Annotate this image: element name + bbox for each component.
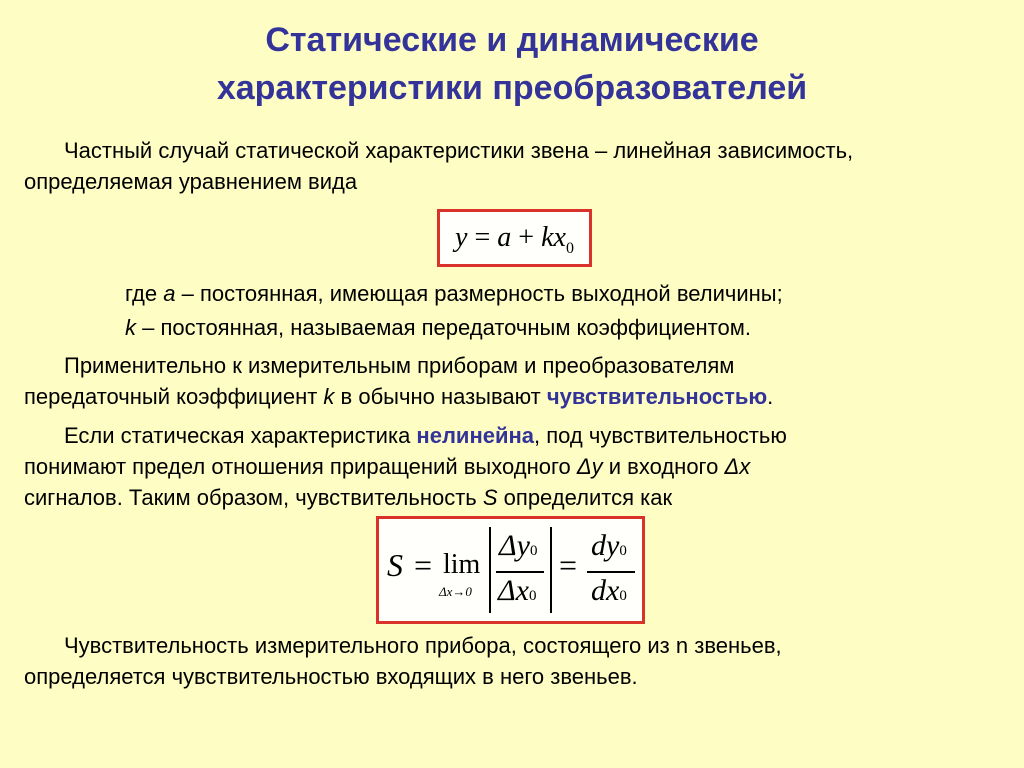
nonlinear-paragraph <box>24 420 1004 513</box>
def-a-prefix: где <box>125 281 164 306</box>
page-title <box>0 16 1024 112</box>
para3-text-a: Если статическая характеристика <box>64 423 417 448</box>
eq1-plus: + <box>511 222 542 253</box>
intro-line-2: определяемая уравнением вида <box>24 169 358 194</box>
abs-bar-right <box>550 527 552 613</box>
fraction-line-2 <box>587 571 635 573</box>
definition-k <box>125 313 751 343</box>
eq1-subscript: 0 <box>565 240 574 257</box>
title-line-1: Статические и динамические <box>265 21 759 59</box>
def-k-text: – постоянная, называемая передаточным коэффициентом. <box>136 315 751 340</box>
eq1-kx: kx <box>541 222 566 253</box>
sensitivity-formula-box <box>376 516 645 624</box>
abs-bar-left <box>489 527 491 613</box>
def-a-var: a <box>163 281 176 306</box>
eq2-den-delta-x: Δx0 <box>498 574 537 607</box>
eq1-equals: = <box>467 222 498 253</box>
eq2-den-dx: dx0 <box>591 574 627 607</box>
para4-line-2: определяется чувствительностью входящих в него звеньев. <box>24 664 638 689</box>
para2-line-1: Применительно к измерительным приборам и преобразователям <box>64 353 735 378</box>
para3-line3-b: определится как <box>497 485 673 510</box>
para3-text-b: , под чувствительностью <box>534 423 787 448</box>
eq2-num-delta-y: Δy0 <box>499 529 538 562</box>
para2-text-a: передаточный коэффициент <box>24 384 324 409</box>
eq2-lim-subscript: Δx→0 <box>439 584 472 599</box>
title-line-2: характеристики преобразователей <box>216 69 808 107</box>
def-a-text: – постоянная, имеющая размерность выходной величины; <box>175 281 783 306</box>
linear-equation-box <box>437 209 592 267</box>
para4-line-1: Чувствительность измерительного прибора, состоящего из n звеньев, <box>64 633 782 658</box>
intro-paragraph <box>24 135 1004 197</box>
highlight-sensitivity: чувствительностью <box>546 384 768 409</box>
intro-line-1: Частный случай статической характеристики звена – линейная зависимость, <box>64 138 854 163</box>
para2-text-b: в обычно называют <box>334 384 547 409</box>
para3-line3-a: сигналов. Таким образом, чувствительность <box>24 485 483 510</box>
sensitivity-paragraph <box>24 350 1004 412</box>
eq2-equals-1: = <box>414 547 433 583</box>
eq1-y: y <box>455 222 468 253</box>
eq2-s: S <box>387 547 403 583</box>
highlight-nonlinear: нелинейна <box>416 423 535 448</box>
para2-var-k: k <box>323 384 335 409</box>
def-k-var: k <box>125 315 136 340</box>
eq1-a: a <box>497 222 512 253</box>
para3-line2-a: понимают предел отношения приращений выходного <box>24 454 577 479</box>
para3-dx: Δx <box>724 454 751 479</box>
eq2-equals-2: = <box>559 547 578 583</box>
fraction-line-1 <box>496 571 544 573</box>
para3-line2-b: и входного <box>602 454 725 479</box>
eq2-lim: lim <box>443 549 481 580</box>
para2-end: . <box>767 384 774 409</box>
eq2-num-dy: dy0 <box>591 529 627 562</box>
para3-var-s: S <box>482 485 498 510</box>
definition-a <box>125 279 783 309</box>
para3-dy: Δy <box>576 454 603 479</box>
conclusion-paragraph <box>24 630 1004 692</box>
